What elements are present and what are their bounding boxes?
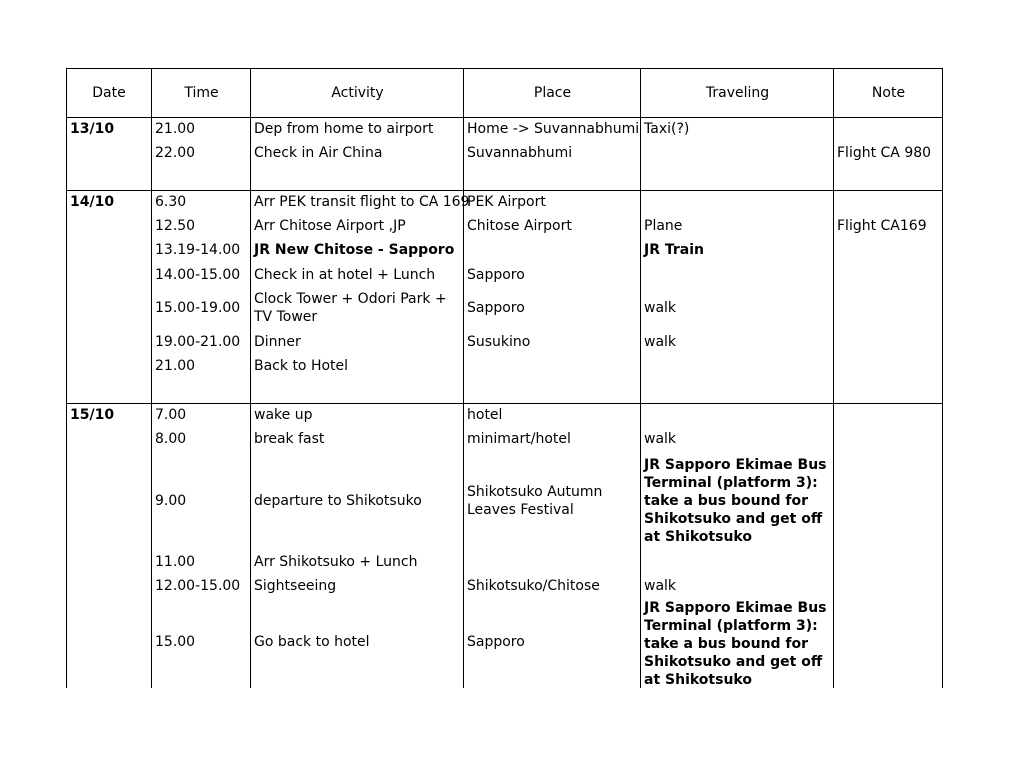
place-cell: Sapporo: [467, 300, 525, 316]
time-cell: 8.00: [155, 431, 187, 447]
activity-cell: Go back to hotel: [254, 634, 370, 650]
place-cell: Sapporo: [467, 634, 525, 650]
date-cell: 15/10: [70, 407, 115, 423]
activity-cell: Check in Air China: [254, 145, 383, 161]
table-border-top: [66, 68, 943, 69]
place-cell: Sapporo: [467, 267, 525, 283]
header-date: Date: [92, 85, 126, 101]
traveling-cell: JR Sapporo Ekimae Bus Terminal (platform 3): take a bus bound for Shikotsuko and get off at Shikotsuko: [644, 600, 827, 688]
header-place: Place: [533, 85, 572, 101]
header-time: Time: [184, 85, 219, 101]
column-divider-time: [250, 68, 251, 688]
itinerary-table: [66, 68, 943, 688]
traveling-cell: Taxi(?): [644, 121, 690, 137]
time-cell: 21.00: [155, 121, 196, 137]
traveling-cell: Plane: [644, 218, 683, 234]
activity-cell: Check in at hotel + Lunch: [254, 267, 436, 283]
time-cell: 14.00-15.00: [155, 267, 241, 283]
activity-cell: break fast: [254, 431, 325, 447]
activity-cell: Arr Chitose Airport ,JP: [254, 218, 406, 234]
activity-cell: departure to Shikotsuko: [254, 493, 422, 509]
traveling-cell: walk: [644, 578, 677, 594]
date-cell: 14/10: [70, 194, 115, 210]
header-traveling: Traveling: [705, 85, 770, 101]
note-cell: Flight CA 980: [837, 145, 932, 161]
activity-cell: wake up: [254, 407, 313, 423]
activity-cell: Arr Shikotsuko + Lunch: [254, 554, 418, 570]
activity-cell: Sightseeing: [254, 578, 337, 594]
header-note: Note: [871, 85, 906, 101]
place-cell: Suvannabhumi: [467, 145, 573, 161]
activity-cell: Clock Tower + Odori Park + TV Tower: [254, 291, 447, 325]
time-cell: 19.00-21.00: [155, 334, 241, 350]
time-cell: 6.30: [155, 194, 187, 210]
table-border-right: [942, 68, 943, 688]
activity-cell: JR New Chitose - Sapporo: [254, 242, 455, 258]
place-cell: Susukino: [467, 334, 531, 350]
place-cell: PEK Airport: [467, 194, 546, 210]
activity-cell: Arr PEK transit flight to CA 169: [254, 194, 470, 210]
time-cell: 22.00: [155, 145, 196, 161]
time-cell: 13.19-14.00: [155, 242, 241, 258]
column-divider-date: [151, 68, 152, 688]
note-cell: Flight CA169: [837, 218, 927, 234]
traveling-cell: JR Sapporo Ekimae Bus Terminal (platform 3): take a bus bound for Shikotsuko and get off at Shikotsuko: [644, 457, 827, 545]
group-divider: [66, 190, 943, 191]
time-cell: 9.00: [155, 493, 187, 509]
place-cell: Home -> Suvannabhumi: [467, 121, 640, 137]
place-cell: Shikotsuko Autumn Leaves Festival: [467, 484, 603, 518]
activity-cell: Dinner: [254, 334, 301, 350]
time-cell: 7.00: [155, 407, 187, 423]
place-cell: Chitose Airport: [467, 218, 572, 234]
activity-cell: Dep from home to airport: [254, 121, 434, 137]
place-cell: Shikotsuko/Chitose: [467, 578, 600, 594]
time-cell: 15.00: [155, 634, 196, 650]
activity-cell: Back to Hotel: [254, 358, 349, 374]
group-divider: [66, 403, 943, 404]
time-cell: 21.00: [155, 358, 196, 374]
header-activity: Activity: [331, 85, 384, 101]
time-cell: 12.50: [155, 218, 196, 234]
time-cell: 15.00-19.00: [155, 300, 241, 316]
column-divider-place: [640, 68, 641, 688]
traveling-cell: JR Train: [644, 242, 704, 258]
column-divider-activity: [463, 68, 464, 688]
header-divider: [66, 117, 943, 118]
column-divider-traveling: [833, 68, 834, 688]
time-cell: 12.00-15.00: [155, 578, 241, 594]
date-cell: 13/10: [70, 121, 115, 137]
place-cell: hotel: [467, 407, 503, 423]
traveling-cell: walk: [644, 300, 677, 316]
traveling-cell: walk: [644, 334, 677, 350]
traveling-cell: walk: [644, 431, 677, 447]
time-cell: 11.00: [155, 554, 196, 570]
table-border-left: [66, 68, 67, 688]
place-cell: minimart/hotel: [467, 431, 571, 447]
